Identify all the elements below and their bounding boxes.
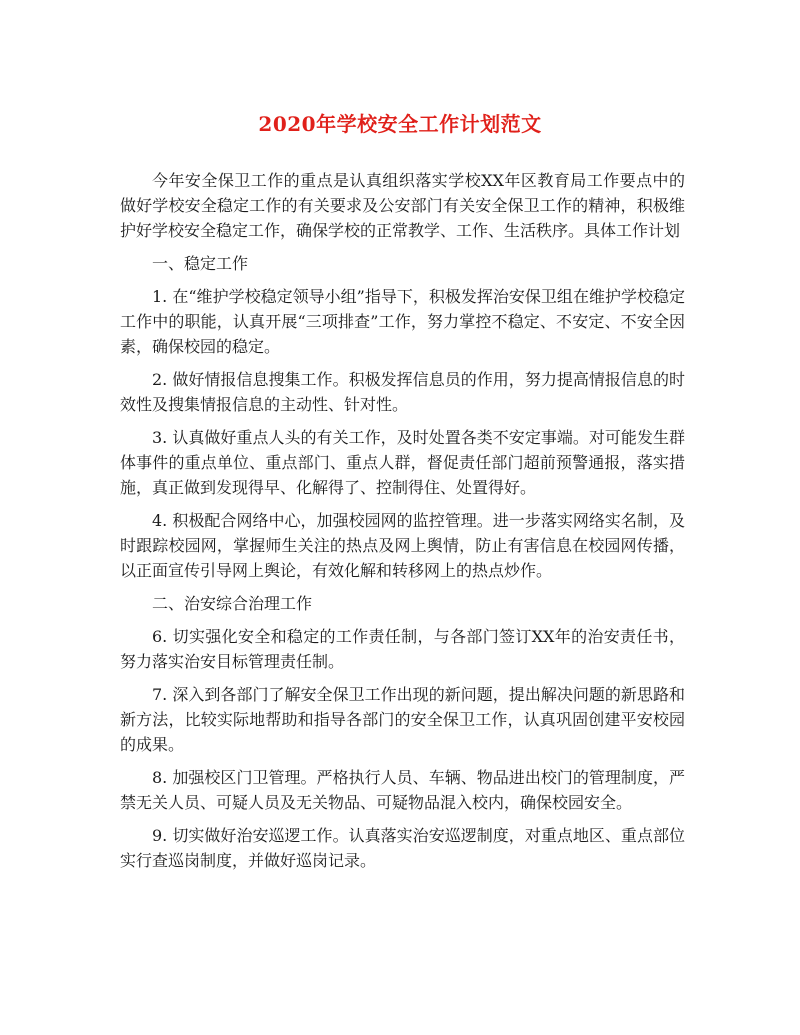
intro-paragraph: 今年安全保卫工作的重点是认真组织落实学校XX年区教育局工作要点中的做好学校安全稳定工作的有关要求及公安部门有关安全保卫工作的精神，积极维护好学校安全稳定工作，确保学校的正常教学、工作、生活秩序。具体工作计划 [120, 171, 685, 240]
section-heading-stability: 一、稳定工作 [152, 254, 249, 273]
list-item: 1. 在“维护学校稳定领导小组”指导下，积极发挥治安保卫组在维护学校稳定工作中的职能，认真开展“三项排查”工作，努力掌控不稳定、不安定、不安全因素，确保校园的稳定。 [120, 287, 685, 356]
list-item: 3. 认真做好重点人头的有关工作，及时处置各类不安定事端。对可能发生群体事件的重点单位、重点部门、重点人群，督促责任部门超前预警通报，落实措施，真正做到发现得早、化解得了、控制得住、处置得好。 [120, 428, 685, 497]
document-title: 2020年学校安全工作计划范文 [258, 112, 542, 136]
document-body [120, 168, 685, 881]
list-item: 4. 积极配合网络中心，加强校园网的监控管理。进一步落实网络实名制，及时跟踪校园网，掌握师生关注的热点及网上舆情，防止有害信息在校园网传播，以正面宣传引导网上舆论，有效化解和转移网上的热点炒作。 [120, 511, 685, 580]
section-heading-security: 二、治安综合治理工作 [152, 594, 313, 613]
list-item: 6. 切实强化安全和稳定的工作责任制，与各部门签订XX年的治安责任书，努力落实治安目标管理责任制。 [120, 627, 685, 671]
list-item: 9. 切实做好治安巡逻工作。认真落实治安巡逻制度，对重点地区、重点部位实行查巡岗制度，并做好巡岗记录。 [120, 826, 685, 870]
list-item: 8. 加强校区门卫管理。严格执行人员、车辆、物品进出校门的管理制度，严禁无关人员、可疑人员及无关物品、可疑物品混入校内，确保校园安全。 [120, 768, 685, 812]
list-item: 2. 做好情报信息搜集工作。积极发挥信息员的作用，努力提高情报信息的时效性及搜集情报信息的主动性、针对性。 [120, 370, 685, 414]
list-item: 7. 深入到各部门了解安全保卫工作出现的新问题，提出解决问题的新思路和新方法，比较实际地帮助和指导各部门的安全保卫工作，认真巩固创建平安校园的成果。 [120, 685, 685, 754]
